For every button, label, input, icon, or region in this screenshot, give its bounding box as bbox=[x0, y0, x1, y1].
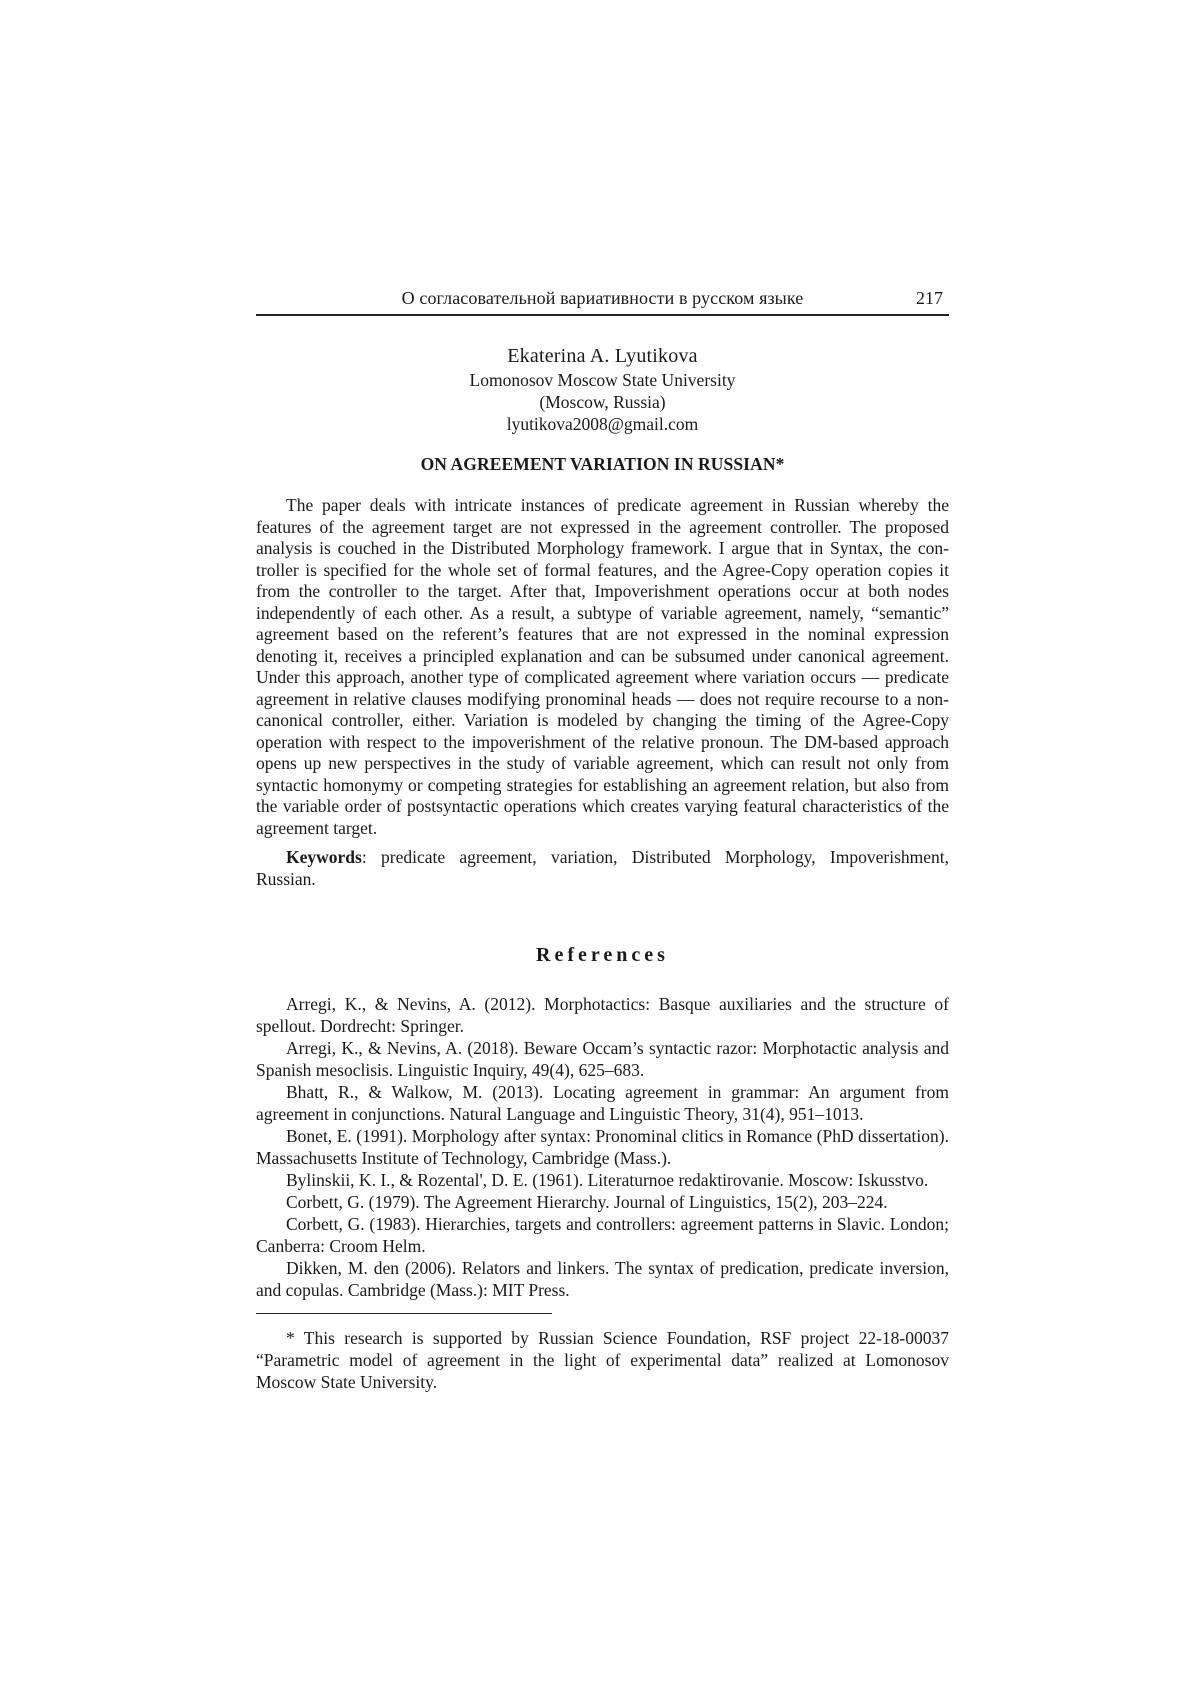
references-list bbox=[256, 993, 949, 1301]
page-number: 217 bbox=[916, 288, 943, 308]
reference-item: Corbett, G. (1979). The Agreement Hierarchy. Journal of Linguistics, 15(2), 203–224. bbox=[286, 1192, 888, 1212]
keywords-text: : predicate agreement, variation, Distributed Morphology, Impoverishment, Russian. bbox=[256, 847, 949, 889]
running-head bbox=[256, 284, 949, 316]
author-affiliation: Lomonosov Moscow State University bbox=[469, 370, 736, 390]
page bbox=[256, 284, 949, 1411]
reference-item: Bhatt, R., & Walkow, M. (2013). Locating agreement in grammar: An argument from agreement in conjunctions. Natural Language and Linguistic Theory, 31(4), 951–1013. bbox=[256, 1082, 949, 1124]
reference-item: Corbett, G. (1983). Hierarchies, targets and controllers: agreement patterns in Slavic. London; Canberra: Croom Helm. bbox=[256, 1214, 949, 1256]
footnote: * This research is supported by Russian Science Foundation, RSF project 22-18-00037 “Parametric model of agreement in the light of experimental data” realized at Lomonosov Moscow State University. bbox=[256, 1328, 949, 1392]
author-location: (Moscow, Russia) bbox=[539, 392, 666, 412]
author-block bbox=[256, 343, 949, 435]
reference-item: Bylinskii, K. I., & Rozental', D. E. (1961). Literaturnoe redaktirovanie. Moscow: Iskusstvo. bbox=[286, 1170, 929, 1190]
paper-title: ON AGREEMENT VARIATION IN RUSSIAN* bbox=[420, 454, 785, 474]
keywords-label: Keywords bbox=[286, 847, 362, 867]
reference-item: Arregi, K., & Nevins, A. (2018). Beware Occam’s syntactic razor: Morphotactic analysis and Spanish mesoclisis. Linguistic Inquiry, 49(4), 625–683. bbox=[256, 1038, 949, 1080]
reference-item: Bonet, E. (1991). Morphology after syntax: Pronominal clitics in Romance (PhD dissertation). Massachusetts Institute of Technology, Cambridge (Mass.). bbox=[256, 1126, 949, 1168]
running-title: О согласовательной вариативности в русском языке bbox=[401, 288, 804, 308]
abstract: The paper deals with intricate instances of predicate agreement in Russian whereby the features of the agreement target are not expressed in the agreement controller. The proposed analysis is couched in the Distributed Morphology framework. I argue that in Syntax, the controller is specified for the whole set of formal features, and the Agree-Copy operation copies it from the controller to the target. After that, Impoverishment operations occur at both nodes independently of each other. As a result, a subtype of variable agreement, namely, “semantic” agreement based on the referent’s features that are not expressed in the nominal expression denoting it, receives a principled explanation and can be subsumed under canonical agreement. Under this approach, another type of complicated agreement where variation occurs — predicate agreement in relative clauses modifying pronominal heads — does not require recourse to a non-canonical controller, either. Variation is modeled by changing the timing of the Agree-Copy operation with respect to the impoverishment of the relative pronoun. The DM-based approach opens up new perspectives in the study of variable agreement, which can result not only from syntactic homonymy or competing strategies for establishing an agreement relation, but also from the variable order of postsyntactic operations which creates varying featural characteristics of the agreement target. bbox=[256, 495, 949, 838]
keywords bbox=[256, 847, 949, 890]
references-heading: References bbox=[536, 944, 669, 966]
footnote-divider bbox=[256, 1313, 552, 1314]
author-name: Ekaterina A. Lyutikova bbox=[507, 345, 698, 367]
reference-item: Dikken, M. den (2006). Relators and linkers. The syntax of predication, predicate inversion, and copulas. Cambridge (Mass.): MIT Press. bbox=[256, 1258, 949, 1300]
author-email: lyutikova2008@gmail.com bbox=[506, 414, 699, 434]
reference-item: Arregi, K., & Nevins, A. (2012). Morphotactics: Basque auxiliaries and the structure of spellout. Dordrecht: Springer. bbox=[256, 994, 949, 1036]
